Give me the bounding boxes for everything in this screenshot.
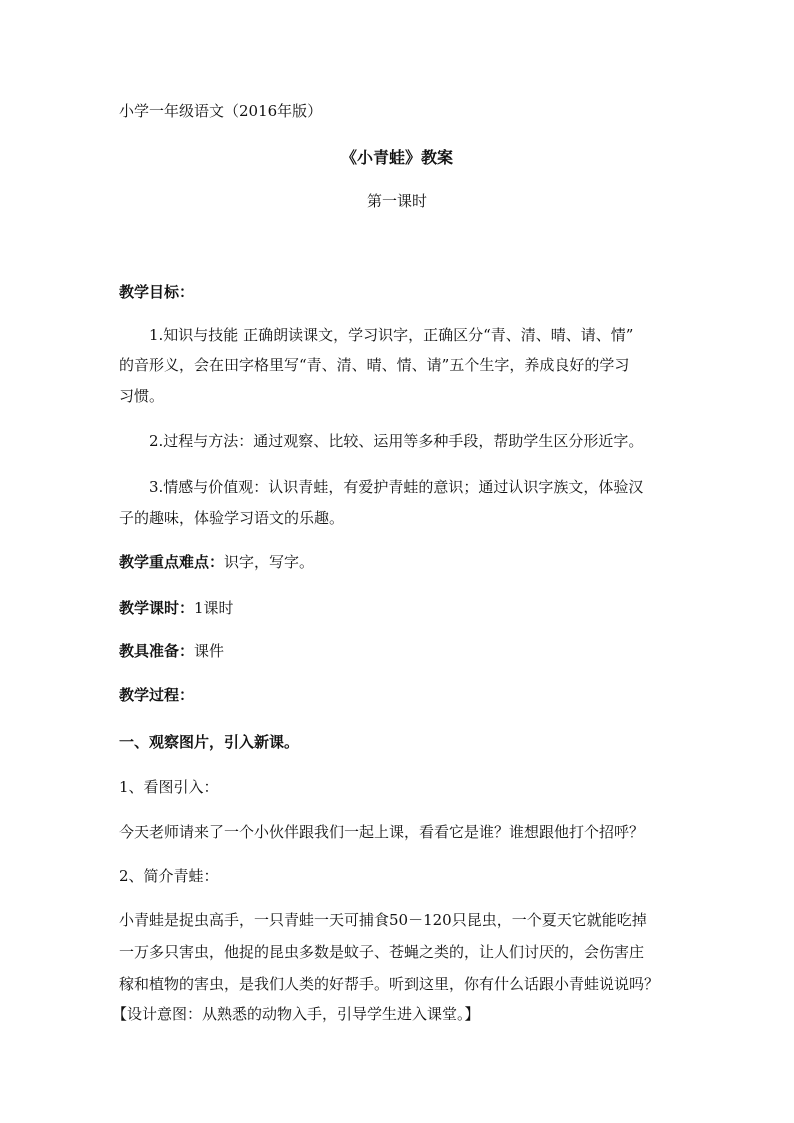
objective-3-line-2: 子的趣味，体验学习语文的乐趣。 — [119, 509, 345, 527]
page-title: 《小青蛙》教案 — [340, 148, 453, 167]
step-2-line-3: 稼和植物的害虫，是我们人类的好帮手。听到这里，你有什么话跟小青蛙说说吗？ — [119, 975, 660, 993]
step-2-line-1: 小青蛙是捉虫高手，一只青蛙一天可捕食50－120只昆虫，一个夏天它就能吃掉 — [119, 911, 647, 929]
class-hours-label: 教学课时： — [119, 599, 195, 617]
class-hours-row — [119, 593, 679, 623]
lesson-period: 第一课时 — [366, 192, 427, 210]
step-1-heading: 1、看图引入： — [119, 778, 219, 796]
process-heading: 教学过程： — [119, 686, 195, 704]
key-points-value: 识字，写字。 — [224, 553, 315, 571]
key-points-label: 教学重点难点： — [119, 553, 225, 571]
materials-value: 课件 — [194, 642, 225, 660]
grade-line: 小学一年级语文（2016年版） — [119, 102, 323, 120]
objective-1-line-2: 的音形义，会在田字格里写“青、清、晴、情、请”五个生字，养成良好的学习 — [119, 356, 630, 374]
step-2-line-2: 一万多只害虫，他捉的昆虫多数是蚊子、苍蝇之类的，让人们讨厌的，会伤害庄 — [119, 943, 645, 961]
objective-3-line-1: 3.情感与价值观：认识青蛙，有爱护青蛙的意识；通过认识字族文，体验汉 — [149, 478, 644, 496]
class-hours-value: 1课时 — [194, 599, 234, 617]
objective-2: 2.过程与方法：通过观察、比较、运用等多种手段，帮助学生区分形近字。 — [149, 432, 644, 450]
objective-1-line-3: 习惯。 — [119, 387, 165, 405]
step-2-heading: 2、简介青蛙： — [119, 867, 219, 885]
section-1-heading: 一、观察图片，引入新课。 — [119, 733, 300, 751]
objectives-heading: 教学目标： — [119, 283, 195, 301]
objective-1-line-1: 1.知识与技能 正确朗读课文，学习识字，正确区分“青、清、晴、请、情” — [149, 326, 634, 344]
design-intent-note: 【设计意图：从熟悉的动物入手，引导学生进入课堂。】 — [112, 1005, 480, 1023]
materials-label: 教具准备： — [119, 642, 195, 660]
materials-row — [119, 636, 679, 666]
step-1-text: 今天老师请来了一个小伙伴跟我们一起上课，看看它是谁？谁想跟他打个招呼？ — [119, 823, 645, 841]
key-points-row — [119, 547, 679, 577]
